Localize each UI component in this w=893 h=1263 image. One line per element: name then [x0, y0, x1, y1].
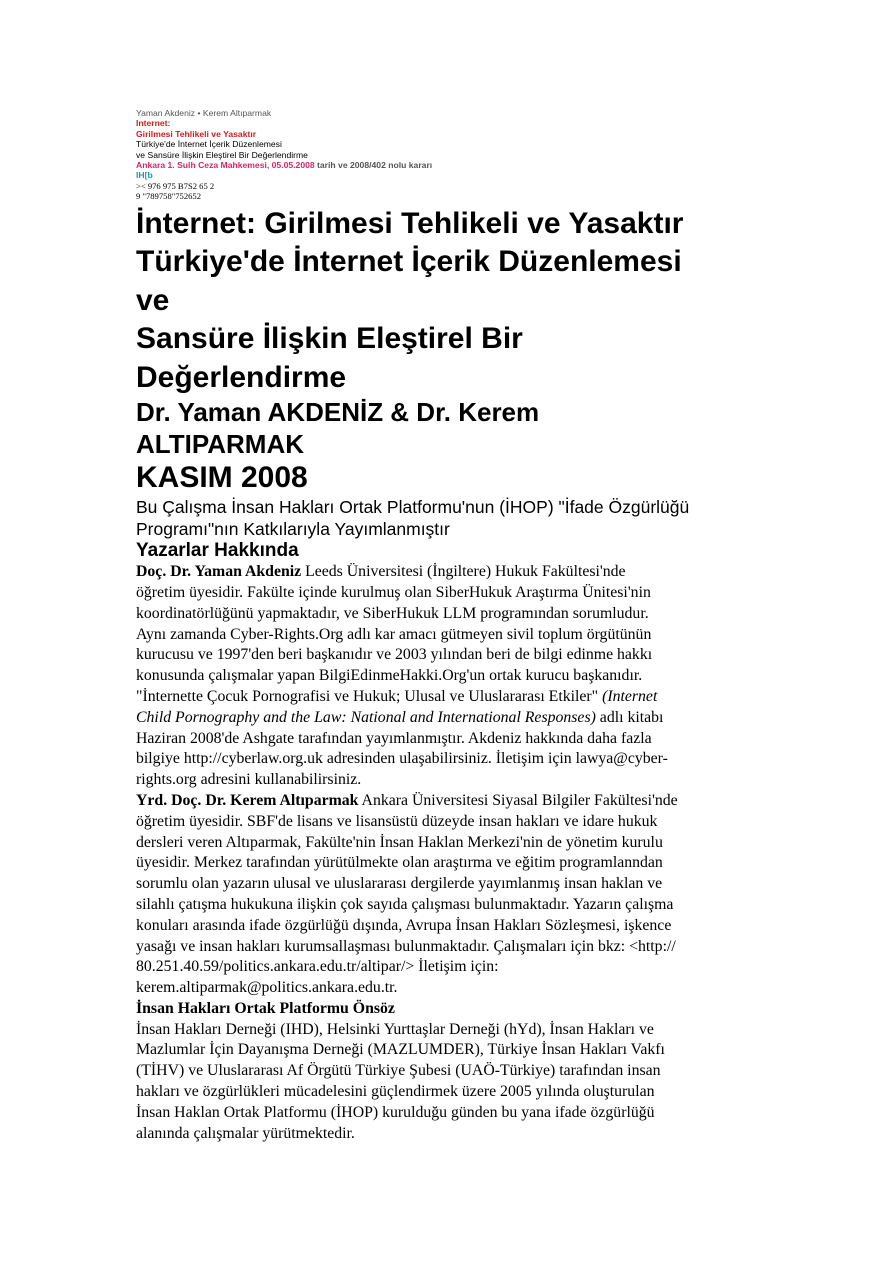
altiparmak-bio: [136, 791, 776, 999]
altiparmak-bio-line: 80.251.40.59/politics.ankara.edu.tr/altipar/> İletişim için:: [136, 958, 499, 976]
document-date: KASIM 2008: [136, 461, 308, 495]
akdeniz-bio-line: Aynı zamanda Cyber-Rights.Org adlı kar amacı gütmeyen sivil toplum örgütünün: [136, 625, 652, 643]
support-note: [136, 496, 776, 540]
akdeniz-bio-line: bilgiye http://cyberlaw.org.uk adresinden ulaşabilirsiniz. İletişim için lawya@cyber-: [136, 750, 668, 768]
cover-subtitle-1: Türkiye'de İnternet İçerik Düzenlemesi: [136, 139, 282, 150]
altiparmak-bio-line: kerem.altiparmak@politics.ankara.edu.tr.: [136, 979, 398, 997]
book-title-en: (Internet: [602, 687, 658, 705]
altiparmak-name: Yrd. Doç. Dr. Kerem Altıparmak: [136, 791, 359, 809]
authors-line-2: ALTIPARMAK: [136, 428, 305, 459]
cover-court-rest: tarih ve 2008/402 nolu kararı: [314, 160, 433, 171]
cover-subtitle-2: ve Sansüre İlişkin Eleştirel Bir Değerlendirme: [136, 149, 308, 160]
akdeniz-bio-line: Doç. Dr. Yaman Akdeniz Leeds Üniversitesi (İngiltere) Hukuk Fakültesi'nde: [136, 563, 626, 581]
foreword-heading: İnsan Hakları Ortak Platformu Önsöz: [136, 999, 395, 1017]
altiparmak-bio-line: silahlı çatışma hukukuna ilişkin çok sayıda çalışması bulunmaktadır. Yazarın çalışma: [136, 895, 674, 913]
cover-series-title: Girilmesi Tehlikeli ve Yasaktır: [136, 128, 257, 139]
foreword-line: (TİHV) ve Uluslararası Af Örgütü Türkiye Şubesi (UAÖ-Türkiye) tarafından insan: [136, 1062, 661, 1080]
akdeniz-bio-line: "İnternette Çocuk Pornografisi ve Hukuk; Ulusal ve Uluslararası Etkiler" (Internet: [136, 687, 658, 705]
akdeniz-bio-line: kurucusu ve 1997'den beri başkanıdır ve 2003 yılından beri de bilgi edinme hakkı: [136, 646, 653, 664]
book-title-en-cont: Child Pornography and the Law: National and International Responses): [136, 708, 596, 726]
cover-logo-text: IH[b: [136, 170, 153, 181]
akdeniz-name: Doç. Dr. Yaman Akdeniz: [136, 563, 302, 581]
title-line-1: İnternet: Girilmesi Tehlikeli ve Yasaktır: [136, 206, 684, 240]
about-authors-heading: Yazarlar Hakkında: [136, 540, 299, 562]
foreword-line: İnsan Hakları Derneği (IHD), Helsinki Yurttaşlar Derneği (hYd), İnsan Hakları ve: [136, 1020, 654, 1038]
foreword-line: hakları ve özgürlükleri mücadelesini güçlendirmek üzere 2005 yılında oluşturulan: [136, 1083, 655, 1101]
support-note-line-2: Programı"nın Katkılarıyla Yayımlanmıştır: [136, 519, 450, 540]
document-title: [136, 205, 776, 398]
altiparmak-bio-line: sorumlu olan yazarın ulusal ve uluslararası dergilerde yayımlanmış insan haklan ve: [136, 875, 663, 893]
altiparmak-bio-line: dersleri veren Altıparmak, Fakülte'nin İnsan Haklan Merkezi'nin de yönetim kurulu: [136, 833, 663, 851]
altiparmak-bio-line: öğretim üyesidir. SBF'de lisans ve lisansüstü düzeyde insan hakları ve idare hukuk: [136, 812, 658, 830]
cover-court-line: [136, 160, 776, 170]
document-authors: [136, 397, 776, 460]
akdeniz-bio-line: koordinatörlüğünü yapmaktadır, ve SiberHukuk LLM programından sorumludur.: [136, 604, 649, 622]
akdeniz-bio-line: rights.org adresini kullanabilirsiniz.: [136, 771, 362, 789]
title-line-5: Değerlendirme: [136, 360, 347, 394]
altiparmak-bio-line: yasağı ve insan hakları kurumsallaşması bulunmaktadır. Çalışmaları için bkz: <http://: [136, 937, 676, 955]
akdeniz-bio-line: Haziran 2008'de Ashgate tarafından yayımlanmıştır. Akdeniz hakkında daha fazla: [136, 729, 652, 747]
altiparmak-bio-line: üyesidir. Merkez tarafından yürütülmekte olan araştırma ve eğitim programlanndan: [136, 854, 663, 872]
isbn-line-2: 9 "789758"752652: [136, 191, 202, 202]
foreword-line: alanında çalışmalar yürütmektedir.: [136, 1124, 355, 1142]
akdeniz-bio-line: konusunda çalışmalar yapan BilgiEdinmeHakki.Org'un ortak kurucu başkanıdır.: [136, 667, 643, 685]
cover-court-highlight: Ankara 1. Sulh Ceza Mahkemesi, 05.05.2008: [136, 160, 315, 171]
cover-series-label: Internet:: [136, 118, 171, 129]
akdeniz-bio: [136, 562, 776, 791]
title-line-3: ve: [136, 283, 170, 317]
cover-authors: Yaman Akdeniz • Kerem Altıparmak: [136, 108, 272, 118]
cover-header: [136, 108, 776, 202]
akdeniz-bio-line: Child Pornography and the Law: National and International Responses) adlı kitabı: [136, 708, 664, 726]
support-note-line-1: Bu Çalışma İnsan Hakları Ortak Platformu'nun (İHOP) "İfade Özgürlüğü: [136, 497, 690, 518]
altiparmak-bio-line: Yrd. Doç. Dr. Kerem Altıparmak Ankara Üniversitesi Siyasal Bilgiler Fakültesi'nde: [136, 791, 678, 809]
authors-line-1: Dr. Yaman AKDENİZ & Dr. Kerem: [136, 397, 540, 428]
altiparmak-bio-line: konuları arasında ifade özgürlüğü dışında, Avrupa İnsan Hakları Sözleşmesi, işkence: [136, 916, 672, 934]
isbn-line-1: >< 976 975 B7S2 65 2: [136, 180, 215, 191]
document-page: [136, 108, 776, 1144]
title-line-4: Sansüre İlişkin Eleştirel Bir: [136, 322, 523, 356]
foreword-line: İnsan Haklan Ortak Platformu (İHOP) kurulduğu günden bu yana ifade özgürlüğü: [136, 1103, 655, 1121]
foreword-line: Mazlumlar İçin Dayanışma Derneği (MAZLUMDER), Türkiye İnsan Hakları Vakfı: [136, 1041, 665, 1059]
title-line-2: Türkiye'de İnternet İçerik Düzenlemesi: [136, 245, 682, 279]
akdeniz-bio-line: öğretim üyesidir. Fakülte içinde kurulmuş olan SiberHukuk Araştırma Ünitesi'nin: [136, 583, 651, 601]
foreword-text: [136, 1020, 776, 1145]
